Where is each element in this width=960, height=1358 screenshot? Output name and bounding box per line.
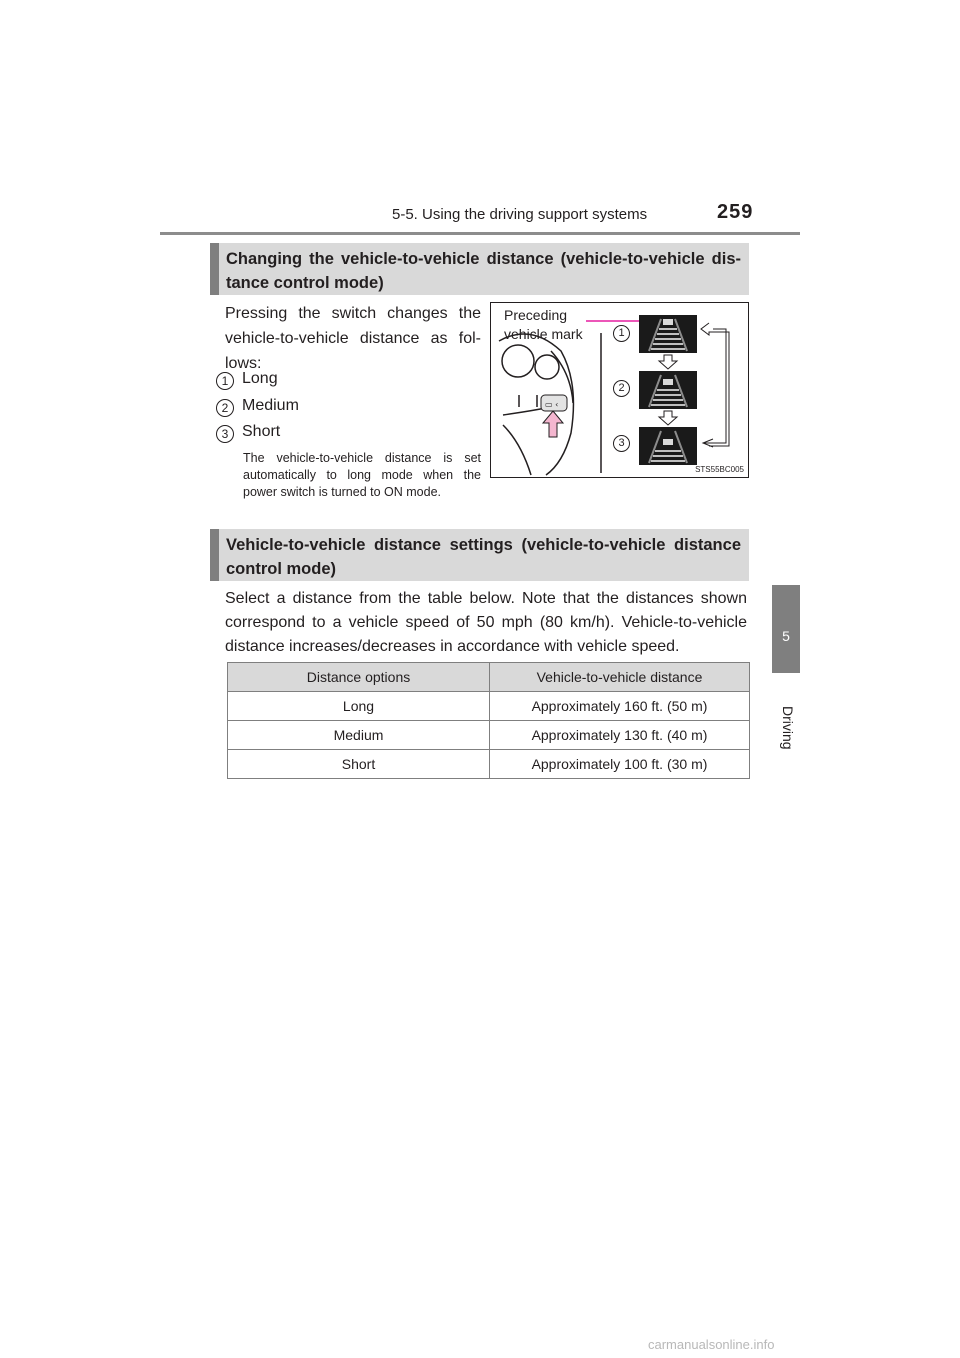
watermark: carmanualsonline.info xyxy=(648,1337,775,1352)
table-header-row xyxy=(228,663,750,692)
section-heading-accent xyxy=(210,243,219,295)
table-row xyxy=(228,750,750,779)
table-cell: Approximately 160 ft. (50 m) xyxy=(490,692,750,721)
table-cell: Short xyxy=(228,750,490,779)
display-screen-medium xyxy=(639,371,697,409)
section-heading-title: Vehicle-to-vehicle distance settings (vehicle-to-vehicle distance control mode) xyxy=(226,536,741,578)
table-cell: Approximately 130 ft. (40 m) xyxy=(490,721,750,750)
step-label: Short xyxy=(242,423,281,440)
step-number: 3 xyxy=(216,425,234,443)
section-heading-title: Changing the vehicle-to-vehicle distance (vehicle-to-vehicle dis-tance control mode) xyxy=(226,250,741,292)
table-cell: Approximately 100 ft. (30 m) xyxy=(490,750,750,779)
table-row xyxy=(228,692,750,721)
table-header-cell: Distance options xyxy=(228,663,490,692)
distance-table xyxy=(227,662,750,779)
figure-label-1: 1 xyxy=(613,325,630,342)
section-heading-distance-mode xyxy=(210,243,749,295)
step-label: Medium xyxy=(242,397,299,414)
section-heading-distance-settings xyxy=(210,529,749,581)
display-screen-long xyxy=(639,315,697,353)
page-number: 259 xyxy=(717,201,754,223)
figure-label-2: 2 xyxy=(613,380,630,397)
intro-text: Pressing the switch changes the vehicle-to-vehicle distance as fol-lows: xyxy=(225,305,481,372)
display-screen-short xyxy=(639,427,697,465)
table-cell: Long xyxy=(228,692,490,721)
note-text: The vehicle-to-vehicle distance is set automatically to long mode when the power switch is turned to ON mode. xyxy=(243,451,481,499)
table-row xyxy=(228,721,750,750)
step-label: Long xyxy=(242,370,278,387)
section-heading-accent xyxy=(210,529,219,581)
chapter-tab-number: 5 xyxy=(782,628,790,644)
table-header-cell: Vehicle-to-vehicle distance xyxy=(490,663,750,692)
step-number: 1 xyxy=(216,372,234,390)
distance-paragraph: Select a distance from the table below. Note that the distances shown correspond to a vehicle speed of 50 mph (80 km/h). Vehicle-to-vehicle distance increases/decreases in accordance with vehicle speed. xyxy=(225,590,747,655)
step-number: 2 xyxy=(216,399,234,417)
switch-icon: ▭ ‹ xyxy=(545,400,559,409)
figure-caption: Preceding vehicle mark xyxy=(504,307,583,342)
table-cell: Medium xyxy=(228,721,490,750)
distance-switch-figure xyxy=(490,302,749,478)
figure-label-3: 3 xyxy=(613,435,630,452)
header-rule xyxy=(160,232,800,235)
chapter-tab-label: Driving xyxy=(780,706,796,750)
figure-code: STS55BC005 xyxy=(695,465,744,474)
header-section-title: 5-5. Using the driving support systems xyxy=(392,206,648,223)
